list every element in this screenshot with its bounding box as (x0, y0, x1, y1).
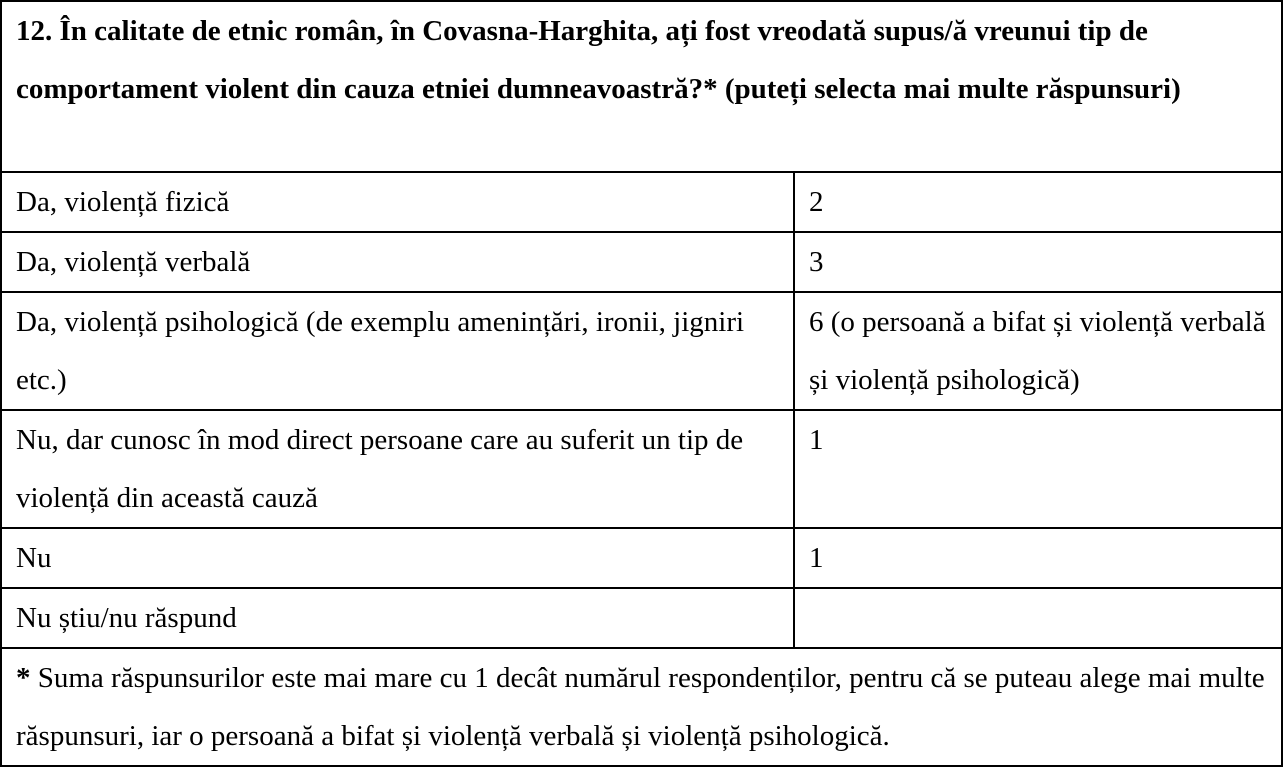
table-row (1, 588, 1282, 648)
count-cell: 2 (794, 172, 1282, 232)
count-cell: 1 (794, 410, 1282, 528)
answer-cell: Da, violență fizică (1, 172, 794, 232)
answer-cell: Da, violență psihologică (de exemplu amenințări, ironii, jigniri etc.) (1, 292, 794, 410)
answer-cell: Da, violență verbală (1, 232, 794, 292)
table-row (1, 172, 1282, 232)
answer-cell: Nu, dar cunosc în mod direct persoane care au suferit un tip de violență din această cauză (1, 410, 794, 528)
footnote (1, 648, 1282, 766)
footnote-row (1, 648, 1282, 766)
answer-cell: Nu (1, 528, 794, 588)
question-row (1, 1, 1282, 172)
count-cell: 3 (794, 232, 1282, 292)
count-cell: 6 (o persoană a bifat și violență verbală și violență psihologică) (794, 292, 1282, 410)
question-text: 12. În calitate de etnic român, în Covasna-Harghita, ați fost vreodată supus/ă vreunui tip de comportament violent din cauza etniei dumneavoastră?* (puteți selecta mai multe răspunsuri) (1, 1, 1282, 172)
count-cell: 1 (794, 528, 1282, 588)
footnote-text: Suma răspunsurilor este mai mare cu 1 decât numărul respondenților, pentru că se puteau alege mai multe răspunsuri, iar o persoană a bifat și violență verbală și violență psihologică. (16, 662, 1265, 752)
table-row (1, 528, 1282, 588)
answer-cell: Nu știu/nu răspund (1, 588, 794, 648)
count-cell (794, 588, 1282, 648)
table-row (1, 410, 1282, 528)
table-row (1, 232, 1282, 292)
footnote-star: * (16, 662, 31, 694)
table-row (1, 292, 1282, 410)
